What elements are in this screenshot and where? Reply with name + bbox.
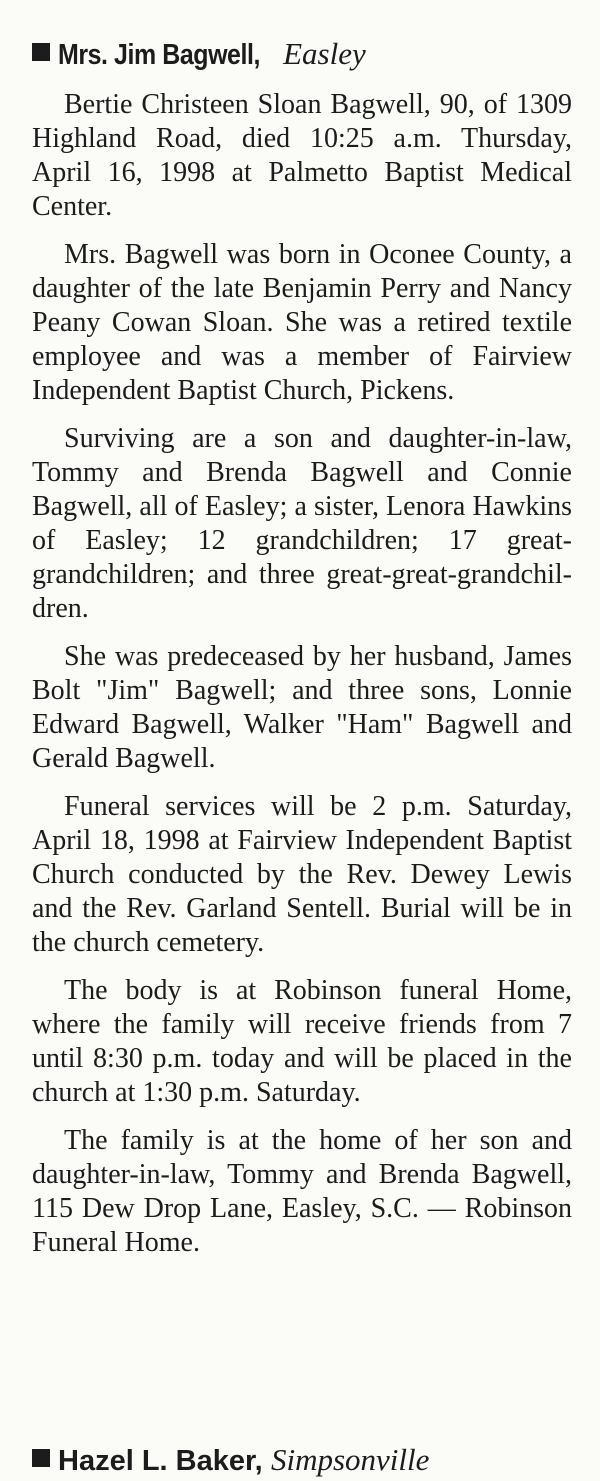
paragraph-death-notice: Bertie Christeen Sloan Bagwell, 90, of 1309 Highland Road, died 10:25 a.m. Thursday, April 16, 1998 at Palmetto Baptist Medical Center.: [32, 89, 572, 222]
paragraph-family-location: The family is at the home of her son and daughter-in-law, Tommy and Brenda Bagwell, 115 Dew Drop Lane, Easley, S.C. — Robinson Funeral Home.: [32, 1125, 572, 1258]
next-obituary-headline: [32, 1440, 429, 1481]
deceased-name: Mrs. Jim Bagwell,: [58, 39, 260, 71]
paragraph-funeral-services: Funeral services will be 2 p.m. Saturday, April 18, 1998 at Fairview Independent Baptist Church conducted by the Rev. Dewey Lewis and the Rev. Garland Sentell. Burial will be in the church cemetery.: [32, 791, 572, 958]
obituary-headline: [32, 34, 366, 75]
paragraph-visitation: The body is at Robinson funeral Home, where the family will receive friends from 7 until 8:30 p.m. today and will be placed in the church at 1:30 p.m. Saturday.: [32, 975, 572, 1108]
paragraph-predeceased: She was predeceased by her husband, James Bolt "Jim" Bagwell; and three sons, Lonnie Edward Bagwell, Walker "Ham" Bagwell and Gerald Bagwell.: [32, 641, 572, 774]
next-deceased-hometown: Simpsonville: [270, 1442, 430, 1477]
paragraph-survivors: Surviving are a son and daughter-in-law, Tommy and Brenda Bagwell and Connie Bagwell, all of Easley; a sister, Lenora Hawkins of Easley; 12 grandchildren; 17 great-grandchildren; and three great-great-grandchildren.: [32, 423, 572, 624]
deceased-hometown: Easley: [283, 36, 366, 71]
square-bullet-icon: [32, 1449, 50, 1467]
next-deceased-name: Hazel L. Baker,: [58, 1445, 263, 1477]
paragraph-biography: Mrs. Bagwell was born in Oconee County, a daughter of the late Benjamin Perry and Nancy Peany Cowan Sloan. She was a retired textile employee and was a member of Fairview Independent Baptist Church, Pickens.: [32, 239, 572, 406]
obituary-body: [32, 88, 572, 1274]
square-bullet-icon: [32, 43, 50, 61]
